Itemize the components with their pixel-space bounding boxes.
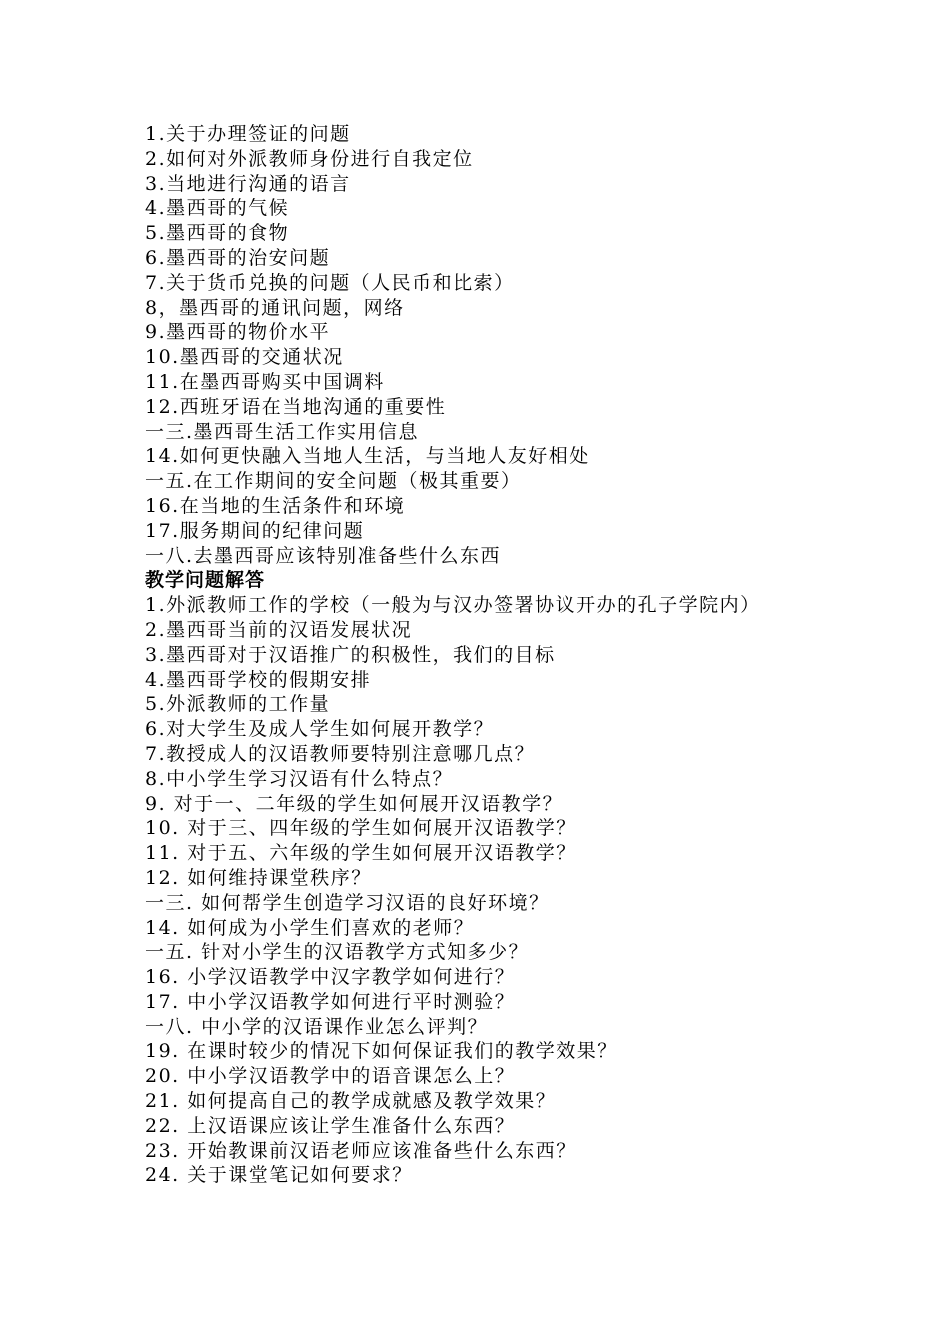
list-item: 一三.墨西哥生活工作实用信息 xyxy=(145,420,420,443)
list-item: 7.关于货币兑换的问题（人民币和比索） xyxy=(145,271,515,294)
section-teaching-questions xyxy=(145,568,825,1188)
list-item: 6.墨西哥的治安问题 xyxy=(145,246,331,269)
list-item: 14.如何更快融入当地人生活，与当地人友好相处 xyxy=(145,445,590,468)
list-item: 10. 对于三、四年级的学生如何展开汉语教学？ xyxy=(145,817,577,840)
list-item: 2.如何对外派教师身份进行自我定位 xyxy=(145,147,474,170)
list-item: 7.教授成人的汉语教师要特别注意哪几点？ xyxy=(145,742,536,765)
list-item: 12.西班牙语在当地沟通的重要性 xyxy=(145,395,447,418)
list-item: 14. 如何成为小学生们喜欢的老师？ xyxy=(145,916,475,939)
list-item: 4.墨西哥的气候 xyxy=(145,197,290,220)
list-item: 1.关于办理签证的问题 xyxy=(145,123,351,145)
list-item: 10.墨西哥的交通状况 xyxy=(145,346,344,369)
list-item: 一三. 如何帮学生创造学习汉语的良好环境？ xyxy=(145,891,550,914)
list-item: 6.对大学生及成人学生如何展开教学？ xyxy=(145,718,495,741)
list-item: 一八.去墨西哥应该特别准备些什么东西 xyxy=(145,544,502,567)
list-item: 20. 中小学汉语教学中的语音课怎么上？ xyxy=(145,1065,516,1088)
list-item: 1.外派教师工作的学校（一般为与汉办签署协议开办的孔子学院内） xyxy=(145,594,761,617)
list-item: 5.墨西哥的食物 xyxy=(145,222,290,245)
list-item: 11.在墨西哥购买中国调料 xyxy=(145,370,385,393)
document-page xyxy=(145,122,825,1188)
list-item: 9.墨西哥的物价水平 xyxy=(145,321,331,344)
section-life-questions xyxy=(145,122,825,568)
list-item: 一五. 针对小学生的汉语教学方式知多少？ xyxy=(145,941,530,964)
list-item: 17.服务期间的纪律问题 xyxy=(145,519,365,542)
list-item: 16. 小学汉语教学中汉字教学如何进行？ xyxy=(145,966,516,989)
list-item: 16.在当地的生活条件和环境 xyxy=(145,494,406,517)
list-item: 19. 在课时较少的情况下如何保证我们的教学效果？ xyxy=(145,1040,618,1063)
list-item: 5.外派教师的工作量 xyxy=(145,693,331,716)
list-item: 23. 开始教课前汉语老师应该准备些什么东西？ xyxy=(145,1139,577,1162)
list-item: 8，墨西哥的通讯问题，网络 xyxy=(145,296,405,319)
list-item: 11. 对于五、六年级的学生如何展开汉语教学？ xyxy=(145,842,577,865)
list-item: 4.墨西哥学校的假期安排 xyxy=(145,668,372,691)
list-item: 2.墨西哥当前的汉语发展状况 xyxy=(145,618,413,641)
list-item: 3.墨西哥对于汉语推广的积极性，我们的目标 xyxy=(145,643,556,666)
list-item: 一八. 中小学的汉语课作业怎么评判？ xyxy=(145,1015,489,1038)
list-item: 24. 关于课堂笔记如何要求？ xyxy=(145,1164,413,1187)
list-item: 8.中小学生学习汉语有什么特点？ xyxy=(145,767,454,790)
section-heading: 教学问题解答 xyxy=(145,569,266,592)
list-item: 12. 如何维持课堂秩序？ xyxy=(145,866,372,889)
list-item: 3.当地进行沟通的语言 xyxy=(145,172,351,195)
list-item: 22. 上汉语课应该让学生准备什么东西？ xyxy=(145,1114,516,1137)
list-item: 21. 如何提高自己的教学成就感及教学效果？ xyxy=(145,1090,557,1113)
list-item: 17. 中小学汉语教学如何进行平时测验？ xyxy=(145,990,516,1013)
list-item: 9. 对于一、二年级的学生如何展开汉语教学？ xyxy=(145,792,564,815)
list-item: 一五.在工作期间的安全问题（极其重要） xyxy=(145,470,522,493)
